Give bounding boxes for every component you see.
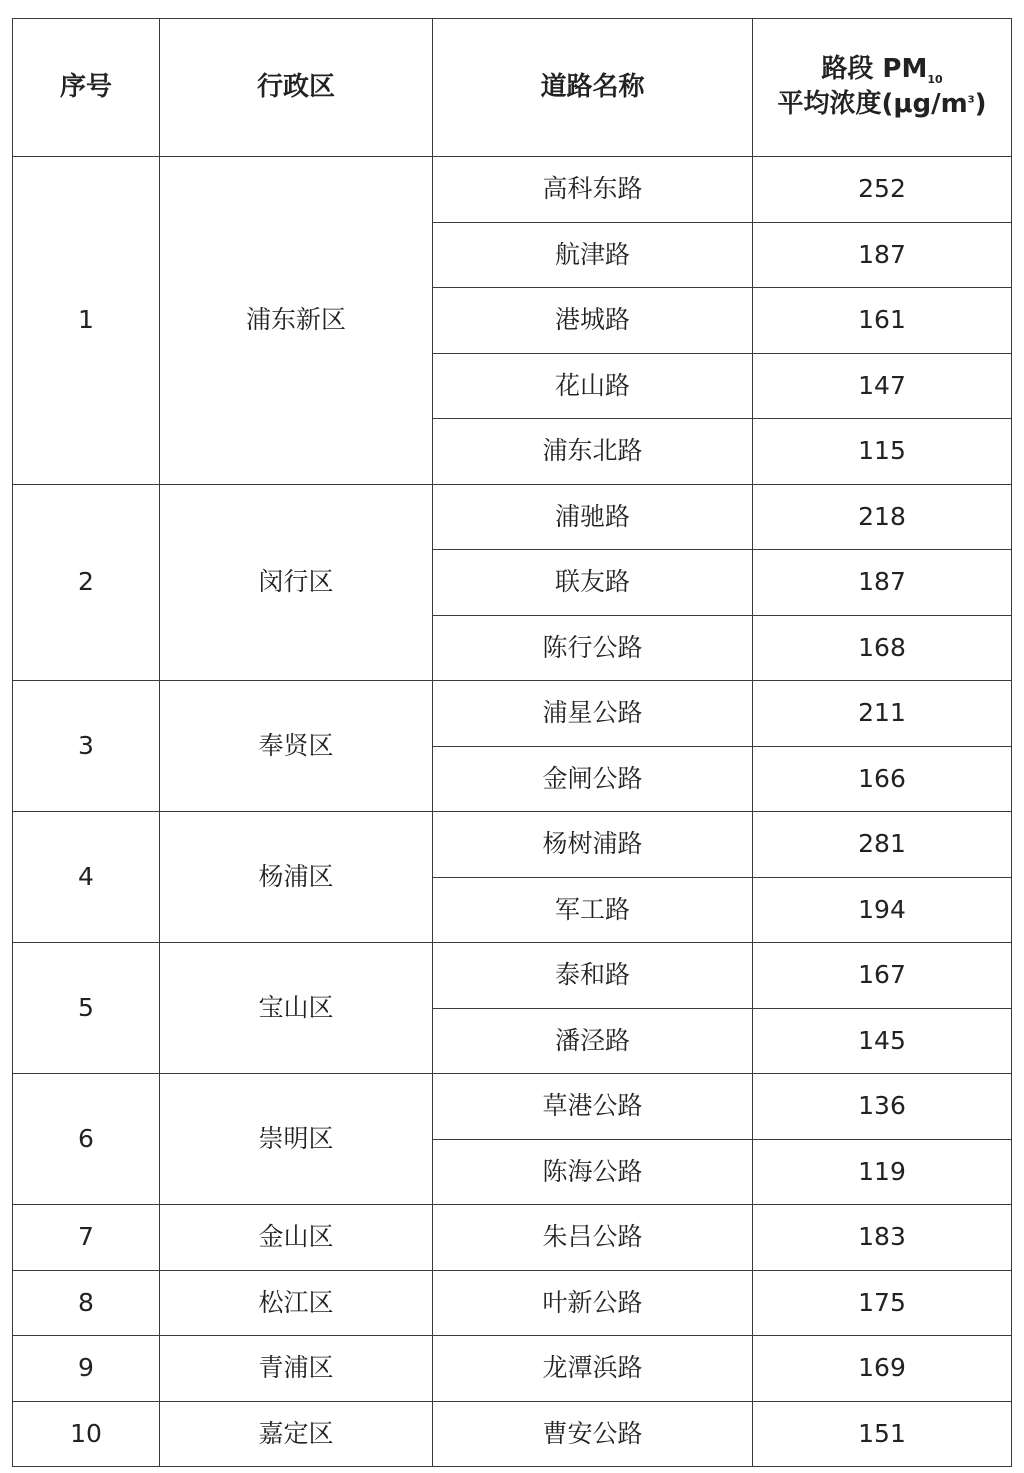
cell-pm10-value: 166: [753, 746, 1012, 812]
cell-pm10-value: 168: [753, 615, 1012, 681]
cell-road-name: 联友路: [433, 550, 753, 616]
table-row: [13, 157, 1012, 223]
cell-index: 2: [13, 484, 160, 681]
cell-pm10-value: 183: [753, 1205, 1012, 1271]
cell-district: 青浦区: [160, 1336, 433, 1402]
cell-district: 闵行区: [160, 484, 433, 681]
header-district: 行政区: [160, 19, 433, 157]
road-pm10-table: [12, 18, 1012, 1467]
cell-pm10-value: 119: [753, 1139, 1012, 1205]
header-pm10-subscript: 10: [927, 73, 943, 87]
cell-pm10-value: 187: [753, 550, 1012, 616]
cell-district: 宝山区: [160, 943, 433, 1074]
cell-index: 1: [13, 157, 160, 485]
cell-road-name: 泰和路: [433, 943, 753, 1009]
cell-road-name: 杨树浦路: [433, 812, 753, 878]
header-index: 序号: [13, 19, 160, 157]
cell-district: 浦东新区: [160, 157, 433, 485]
cell-index: 3: [13, 681, 160, 812]
cell-index: 6: [13, 1074, 160, 1205]
cell-road-name: 花山路: [433, 353, 753, 419]
cell-road-name: 浦星公路: [433, 681, 753, 747]
cell-road-name: 港城路: [433, 288, 753, 354]
cell-road-name: 浦东北路: [433, 419, 753, 485]
cell-pm10-value: 151: [753, 1401, 1012, 1467]
cell-road-name: 军工路: [433, 877, 753, 943]
table-header: [13, 19, 1012, 157]
cell-district: 杨浦区: [160, 812, 433, 943]
cell-road-name: 曹安公路: [433, 1401, 753, 1467]
table-row: [13, 484, 1012, 550]
cell-index: 7: [13, 1205, 160, 1271]
cell-district: 松江区: [160, 1270, 433, 1336]
cell-road-name: 龙潭浜路: [433, 1336, 753, 1402]
cell-pm10-value: 136: [753, 1074, 1012, 1140]
cell-pm10-value: 147: [753, 353, 1012, 419]
cell-index: 8: [13, 1270, 160, 1336]
cell-road-name: 陈行公路: [433, 615, 753, 681]
cell-road-name: 浦驰路: [433, 484, 753, 550]
table-row: [13, 1205, 1012, 1271]
cell-district: 崇明区: [160, 1074, 433, 1205]
cell-pm10-value: 145: [753, 1008, 1012, 1074]
cell-pm10-value: 115: [753, 419, 1012, 485]
cell-index: 9: [13, 1336, 160, 1402]
cell-index: 10: [13, 1401, 160, 1467]
cell-pm10-value: 211: [753, 681, 1012, 747]
header-pm10: [753, 19, 1012, 157]
cell-road-name: 高科东路: [433, 157, 753, 223]
cell-district: 奉贤区: [160, 681, 433, 812]
cell-pm10-value: 167: [753, 943, 1012, 1009]
cell-district: 嘉定区: [160, 1401, 433, 1467]
table-row: [13, 1336, 1012, 1402]
header-pm10-line1: [753, 53, 1011, 87]
cell-pm10-value: 187: [753, 222, 1012, 288]
cell-pm10-value: 194: [753, 877, 1012, 943]
header-row: [13, 19, 1012, 157]
table-row: [13, 943, 1012, 1009]
cell-pm10-value: 218: [753, 484, 1012, 550]
header-pm10-line2: [753, 88, 1011, 122]
cell-pm10-value: 169: [753, 1336, 1012, 1402]
header-pm10-label: 路段 PM: [821, 54, 928, 85]
cell-road-name: 航津路: [433, 222, 753, 288]
table-row: [13, 681, 1012, 747]
cell-road-name: 叶新公路: [433, 1270, 753, 1336]
table-row: [13, 1401, 1012, 1467]
table-row: [13, 1270, 1012, 1336]
table-row: [13, 1074, 1012, 1140]
cell-pm10-value: 252: [753, 157, 1012, 223]
cell-road-name: 潘泾路: [433, 1008, 753, 1074]
table-body: [13, 157, 1012, 1467]
cell-index: 4: [13, 812, 160, 943]
header-unit-close: ): [974, 88, 987, 119]
header-unit-label: 平均浓度(μg/m: [777, 88, 968, 119]
cell-road-name: 草港公路: [433, 1074, 753, 1140]
cell-pm10-value: 175: [753, 1270, 1012, 1336]
cell-road-name: 金闸公路: [433, 746, 753, 812]
table-row: [13, 812, 1012, 878]
header-unit-superscript: 3: [967, 94, 975, 106]
cell-road-name: 朱吕公路: [433, 1205, 753, 1271]
cell-district: 金山区: [160, 1205, 433, 1271]
cell-pm10-value: 281: [753, 812, 1012, 878]
cell-index: 5: [13, 943, 160, 1074]
cell-pm10-value: 161: [753, 288, 1012, 354]
header-road: 道路名称: [433, 19, 753, 157]
cell-road-name: 陈海公路: [433, 1139, 753, 1205]
